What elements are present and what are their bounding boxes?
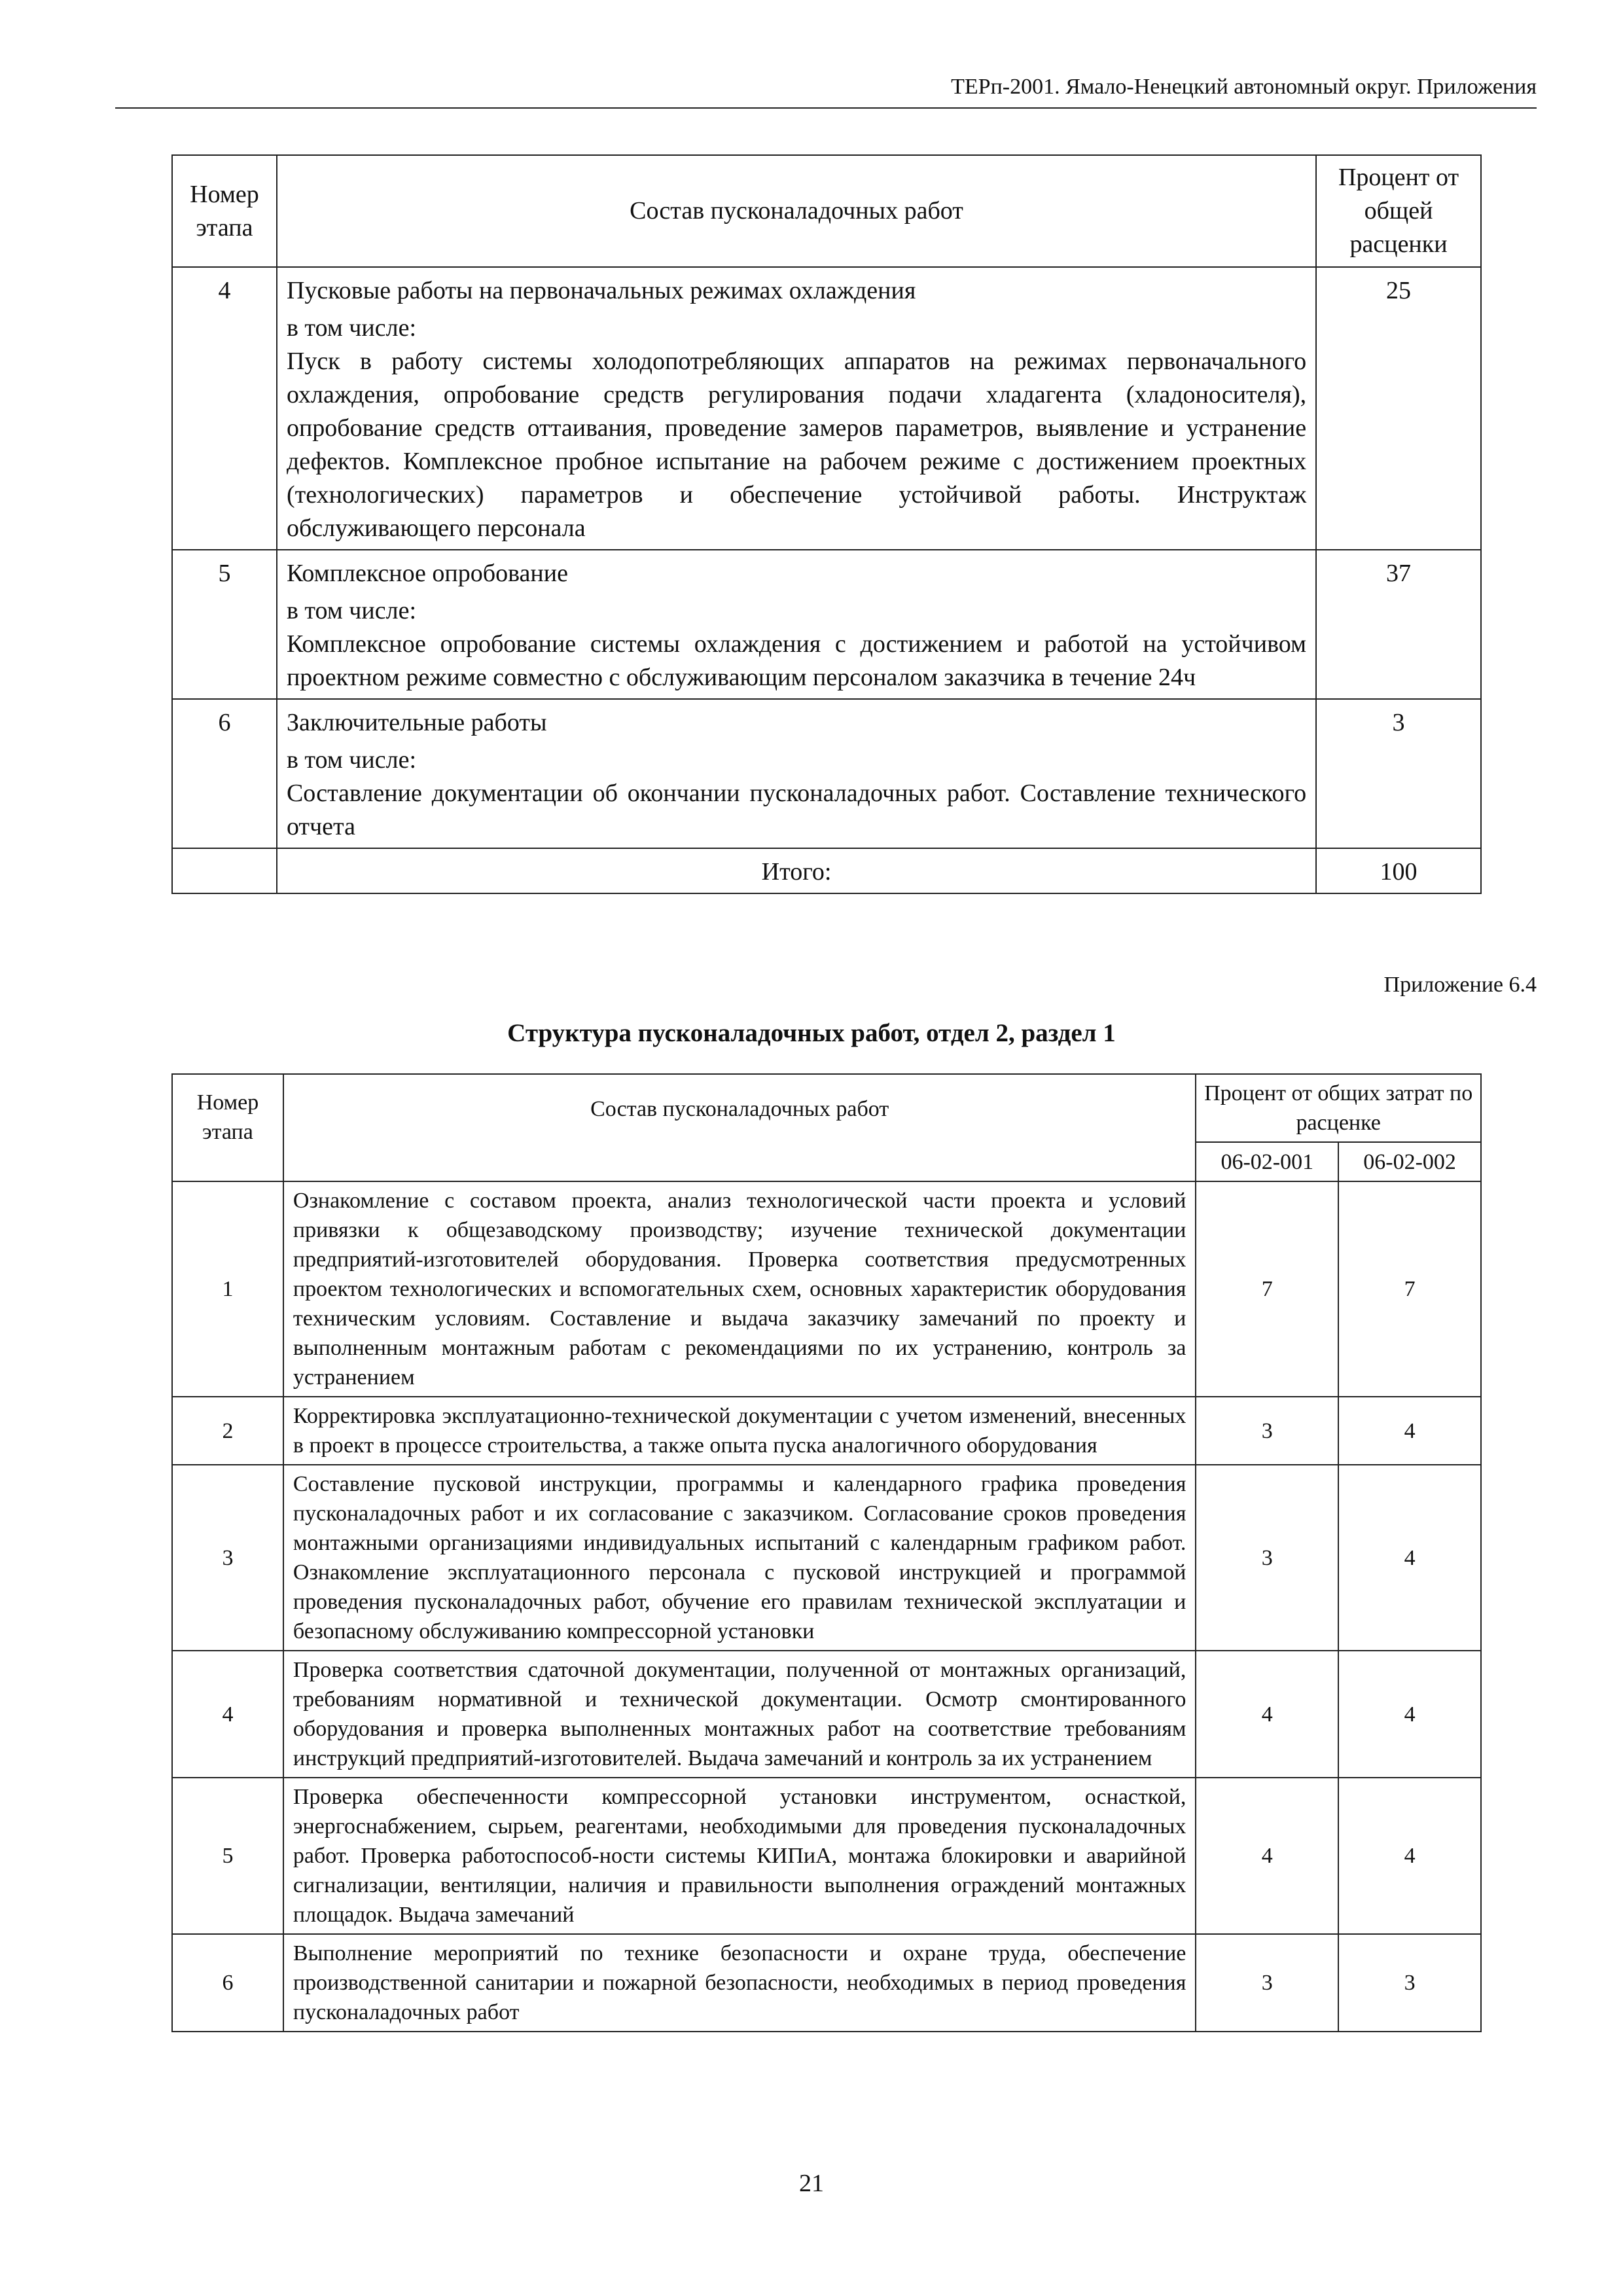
table-row <box>172 1181 1481 1397</box>
percent-a: 3 <box>1196 1397 1338 1465</box>
percent-b: 7 <box>1338 1181 1481 1397</box>
stage-title: Пусковые работы на первоначальных режимах охлаждения <box>286 277 916 304</box>
table-row <box>172 1651 1481 1778</box>
stage-description: Проверка соответствия сдаточной документации, полученной от монтажных организаций, требованиям нормативной и технической документации. Осмотр смонтированного оборудования и проверка выполненных монтажных работ на соответствие требованиям инструкций предприятий-изготовителей. Выдача замечаний и контроль за их устранением <box>283 1651 1196 1778</box>
stage-number: 2 <box>172 1397 283 1465</box>
structure-table <box>171 1073 1482 2032</box>
table-row <box>172 267 1481 550</box>
percent-a: 4 <box>1196 1778 1338 1934</box>
col-code-b: 06-02-002 <box>1338 1142 1481 1181</box>
stage-content <box>277 267 1316 550</box>
appendix-label: Приложение 6.4 <box>1383 973 1537 997</box>
stages-table-continued <box>171 154 1482 894</box>
table-row <box>172 1934 1481 2032</box>
stage-number: 1 <box>172 1181 283 1397</box>
stage-including: в том числе: <box>286 597 417 624</box>
stage-description: Ознакомление с составом проекта, анализ технологической части проекта и условий привязки к общезаводскому производству; изучение технической документации предприятий-изготовителей оборудования. Проверка соответствия предусмотренных проектом технологических и вспомогательных схем, основных характеристик оборудования техническим условиям. Составление и выдача заказчику замечаний по проекту и выполненным монтажным работам с рекомендациями по их устранению, контроль за устранением <box>283 1181 1196 1397</box>
percent-a: 3 <box>1196 1934 1338 2032</box>
col-stage-header: Номер этапа <box>172 1074 283 1181</box>
percent-a: 7 <box>1196 1181 1338 1397</box>
stage-description: Выполнение мероприятий по технике безопасности и охране труда, обеспечение производственной санитарии и пожарной безопасности, необходимых в период проведения пусконаладочных работ <box>283 1934 1196 2032</box>
stage-title: Комплексное опробование <box>286 560 568 587</box>
percent-b: 4 <box>1338 1397 1481 1465</box>
table-header-row <box>172 155 1481 267</box>
stage-description: Проверка обеспеченности компрессорной установки инструментом, оснасткой, энергоснабжением, сырьем, реагентами, необходимыми для проведения пусконаладочных работ. Проверка работоспособ-ности системы КИПиА, монтажа блокировки и аварийной сигнализации, вентиляции, наличия и правильности выполнения ограждений монтажных площадок. Выдача замечаний <box>283 1778 1196 1934</box>
header-text: ТЕРп-2001. Ямало-Ненецкий автономный округ. Приложения <box>951 75 1537 99</box>
total-label: Итого: <box>277 848 1316 893</box>
stage-including: в том числе: <box>286 314 417 342</box>
col-percent-header: Процент от общих затрат по расценке <box>1196 1074 1481 1142</box>
percent-b: 4 <box>1338 1651 1481 1778</box>
stage-percent: 25 <box>1316 267 1481 550</box>
stage-description: Составление документации об окончании пусконаладочных работ. Составление технического отчета <box>286 780 1307 840</box>
running-header <box>115 71 1537 109</box>
stage-description: Пуск в работу системы холодопотребляющих аппаратов на режимах первоначального охлаждения, опробование средств регулирования подачи хладагента (хладоносителя), опробование средств оттаивания, проведение замеров параметров, выявление и устранение дефектов. Комплексное пробное испытание на рабочем режиме с достижением проектных (технологических) параметров и обеспечение устойчивой работы. Инструктаж обслуживающего персонала <box>286 348 1307 542</box>
percent-b: 4 <box>1338 1465 1481 1651</box>
stage-number: 5 <box>172 1778 283 1934</box>
total-row <box>172 848 1481 893</box>
stage-description: Комплексное опробование системы охлаждения с достижением и работой на устойчивом проектном режиме совместно с обслуживающим персоналом заказчика в течение 24ч <box>286 630 1307 691</box>
stage-title: Заключительные работы <box>286 709 547 736</box>
percent-b: 4 <box>1338 1778 1481 1934</box>
table-header-row <box>172 1074 1481 1142</box>
stage-number: 6 <box>172 1934 283 2032</box>
stage-percent: 3 <box>1316 699 1481 848</box>
percent-b: 3 <box>1338 1934 1481 2032</box>
col-content-header: Состав пусконаладочных работ <box>283 1074 1196 1181</box>
table-row <box>172 550 1481 699</box>
table-row <box>172 699 1481 848</box>
table-row <box>172 1465 1481 1651</box>
percent-a: 3 <box>1196 1465 1338 1651</box>
table-row <box>172 1778 1481 1934</box>
total-value: 100 <box>1316 848 1481 893</box>
total-empty-cell <box>172 848 277 893</box>
stage-number: 4 <box>172 1651 283 1778</box>
stage-including: в том числе: <box>286 746 417 774</box>
table-row <box>172 1397 1481 1465</box>
col-stage-header: Номер этапа <box>172 155 277 267</box>
stage-percent: 37 <box>1316 550 1481 699</box>
stage-number: 3 <box>172 1465 283 1651</box>
stage-description: Корректировка эксплуатационно-технической документации с учетом изменений, внесенных в проект в процессе строительства, а также опыта пуска аналогичного оборудования <box>283 1397 1196 1465</box>
stage-content <box>277 699 1316 848</box>
stage-content <box>277 550 1316 699</box>
stage-number: 5 <box>172 550 277 699</box>
stage-number: 4 <box>172 267 277 550</box>
col-percent-header: Процент от общей расценки <box>1316 155 1481 267</box>
col-content-header: Состав пусконаладочных работ <box>277 155 1316 267</box>
page-number: 21 <box>799 2170 824 2197</box>
table-title: Структура пусконаладочных работ, отдел 2, раздел 1 <box>507 1019 1116 1047</box>
col-code-a: 06-02-001 <box>1196 1142 1338 1181</box>
percent-a: 4 <box>1196 1651 1338 1778</box>
stage-description: Составление пусковой инструкции, программы и календарного графика проведения пусконаладочных работ и их согласование с заказчиком. Согласование сроков проведения монтажными организациями индивидуальных испытаний с календарным графиком работ. Ознакомление эксплуатационного персонала с пусковой инструкцией и программой проведения пусконаладочных работ, обучение его правилам технической эксплуатации и безопасному обслуживанию компрессорной установки <box>283 1465 1196 1651</box>
stage-number: 6 <box>172 699 277 848</box>
